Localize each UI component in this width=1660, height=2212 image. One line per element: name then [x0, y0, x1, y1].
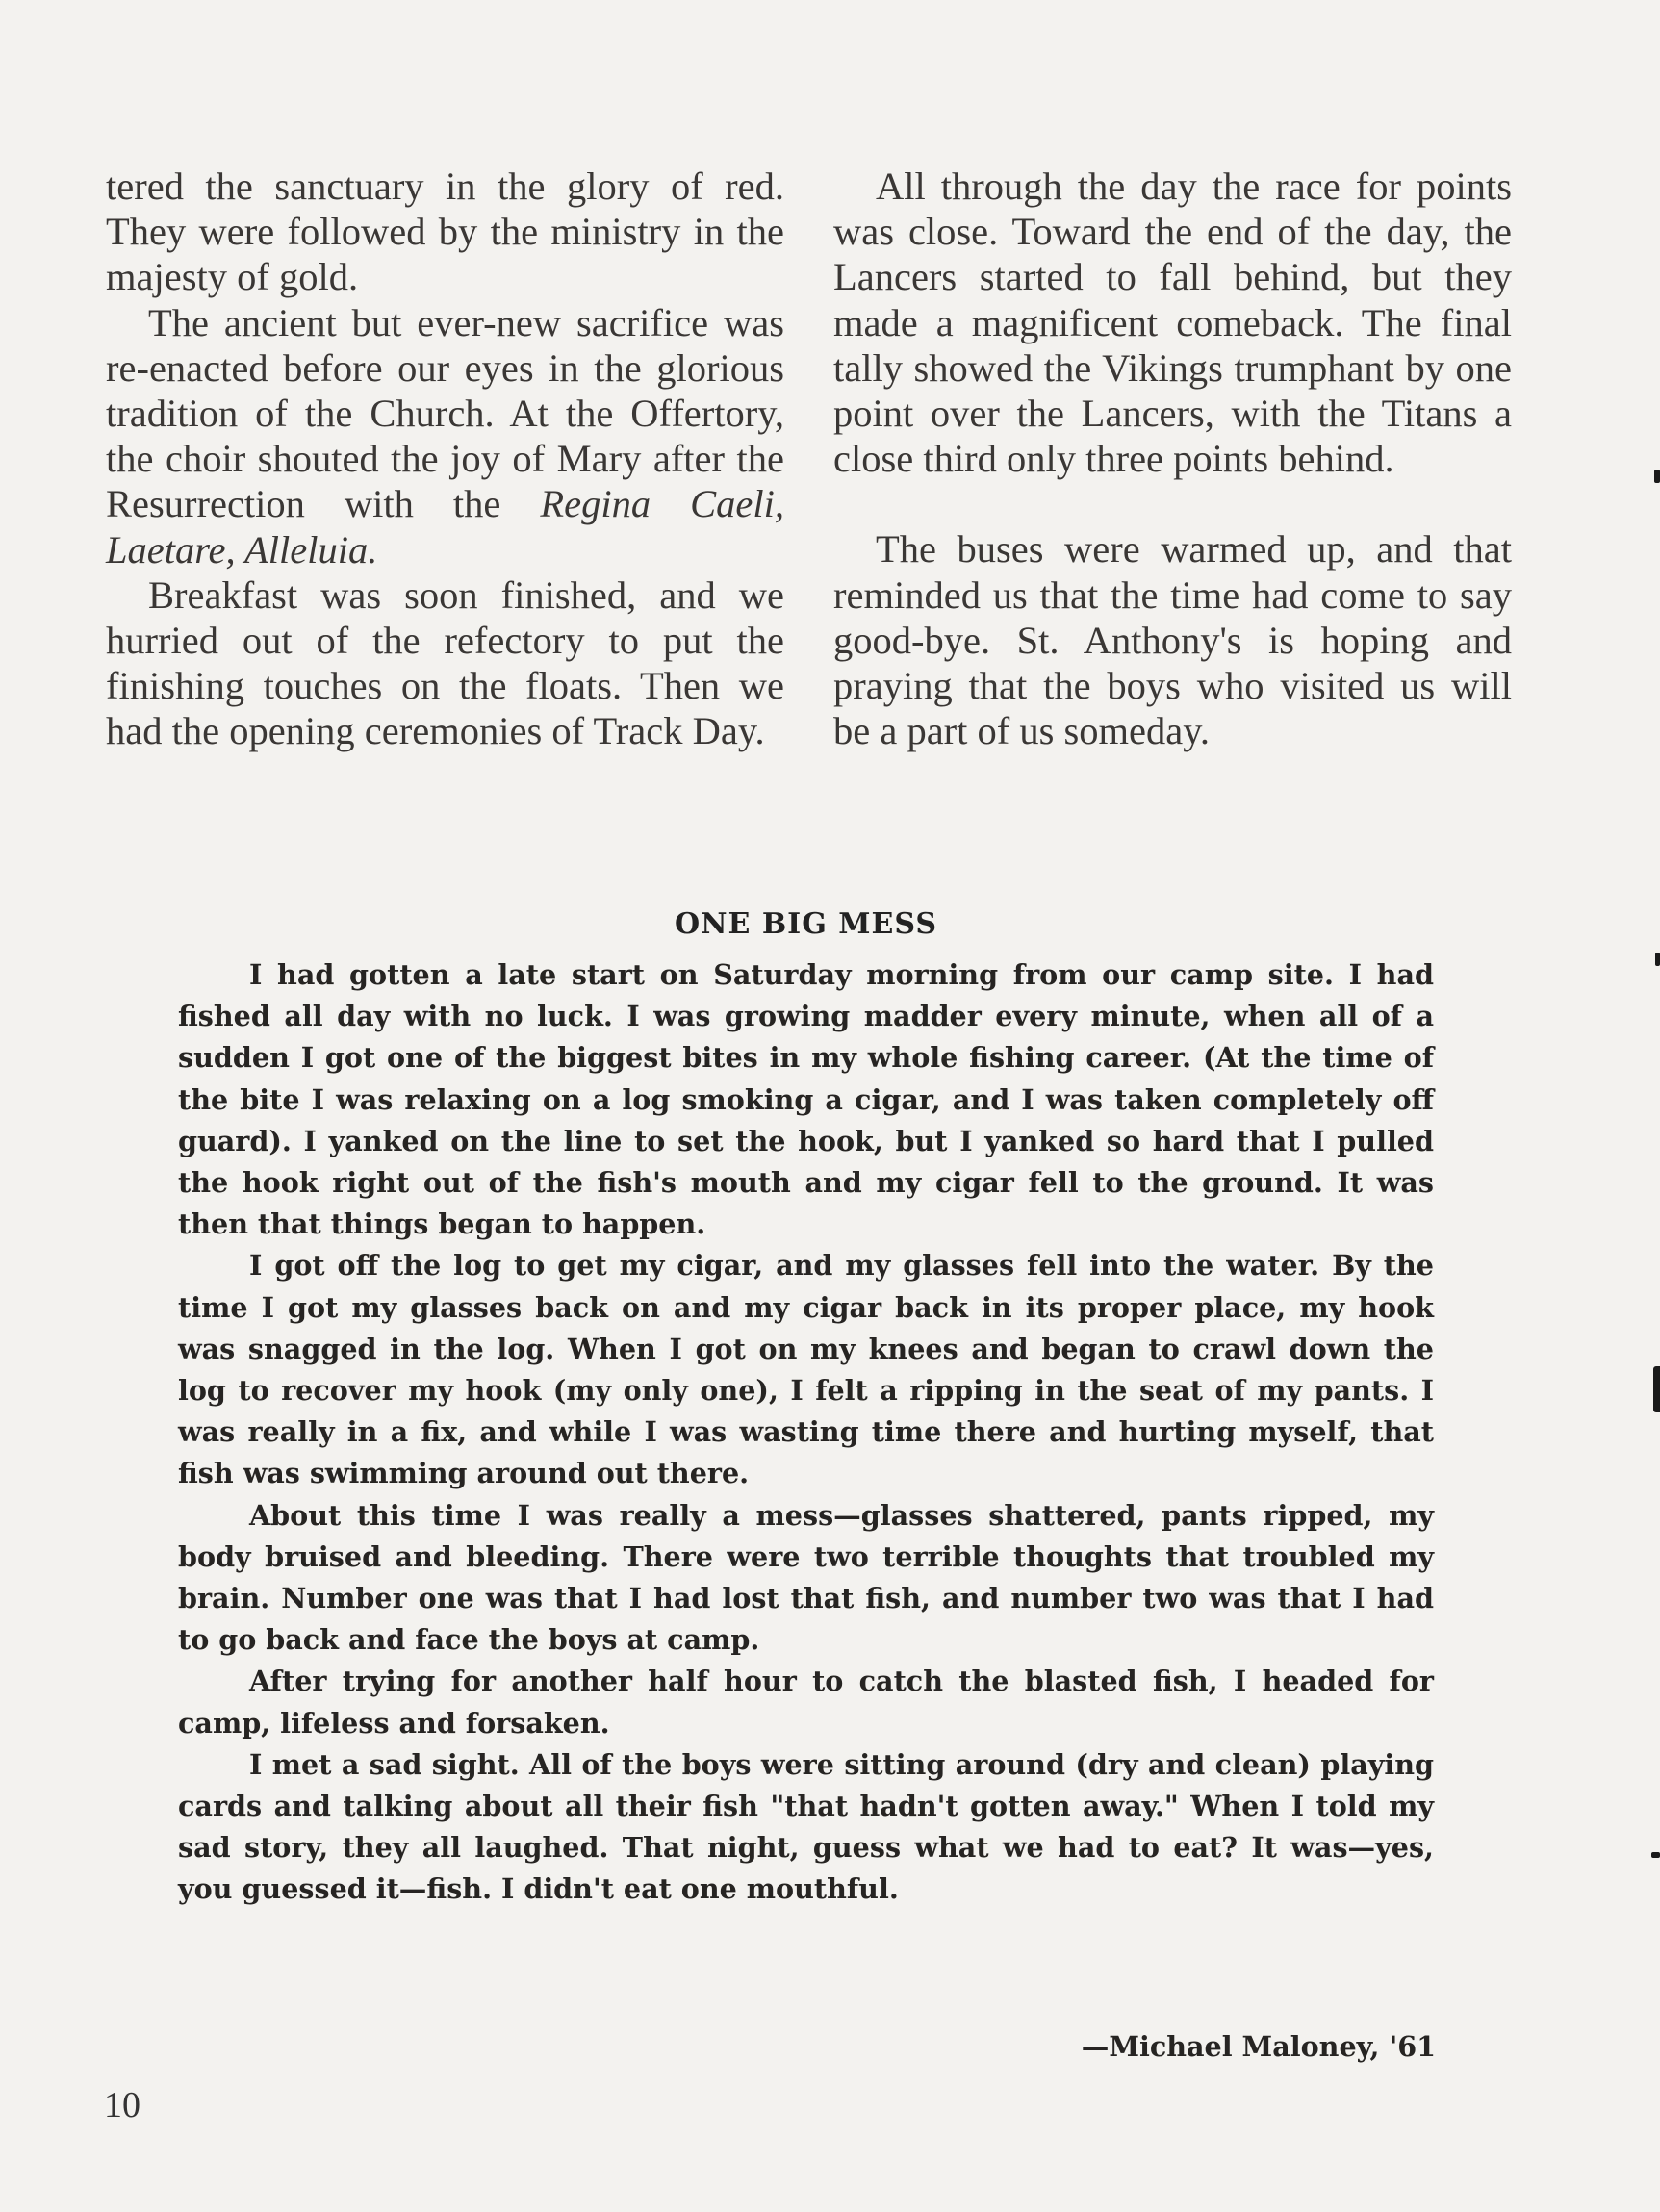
latin-phrase: Regina Caeli, Laetare, Alleluia.	[106, 482, 784, 572]
edge-mark	[1653, 1366, 1660, 1412]
story-paragraph: I got off the log to get my cigar, and my glasses fell into the water. By the time I got my glasses back on and my cigar back in its proper place, my hook was snagged in the log. When I got on my knees and began to crawl down the log to recover my hook (my only one), I felt a ripping in the seat of my pants. I was really in a fix, and while I was wasting time there and hurting myself, that fish was swimming around out there.	[178, 1249, 1434, 1490]
author-byline: —Michael Maloney, '61	[1081, 2030, 1436, 2063]
left-paragraph-1: tered the sanctuary in the glory of red. They were followed by the ministry in the majesty of gold.	[106, 165, 784, 299]
edge-mark	[1654, 470, 1660, 483]
story-paragraph: I met a sad sight. All of the boys were sitting around (dry and clean) playing cards and talking about all their fish "that hadn't gotten away." When I told my sad story, they all laughed. That night, guess what we had to eat? It was—yes, you guessed it—fish. I didn't eat one mouthful.	[178, 1747, 1434, 1906]
story-paragraph: About this time I was really a mess—glasses shattered, pants ripped, my body bruised and bleeding. There were two terrible thoughts that troubled my brain. Number one was that I had lost that fish, and number two was that I had to go back and face the boys at camp.	[178, 1498, 1434, 1657]
story-body	[178, 954, 1434, 1911]
right-paragraph-2: The buses were warmed up, and that reminded us that the time had come to say good-bye. St. Anthony's is hoping and praying that the boys who visited us will be a part of us someday.	[833, 527, 1512, 753]
left-paragraph-2-text: The ancient but ever-new sacrifice was re-enacted before our eyes in the glorious tradition of the Church. At the Offertory, the choir shouted the joy of Mary after the Resurrection with the	[106, 300, 784, 526]
story-paragraph: I had gotten a late start on Saturday morning from our camp site. I had fished all day with no luck. I was growing madder every minute, when all of a sudden I got one of the biggest bites in my whole fishing career. (At the time of the bite I was relaxing on a log smoking a cigar, and I was taken completely off guard). I yanked on the line to set the hook, but I yanked so hard that I pulled the hook right out of the fish's mouth and my cigar fell to the ground. It was then that things began to happen.	[178, 958, 1434, 1241]
left-paragraph-3: Breakfast was soon finished, and we hurried out of the refectory to put the finishing touches on the floats. Then we had the opening ceremonies of Track Day.	[106, 572, 784, 753]
right-paragraph-1: All through the day the race for points was close. Toward the end of the day, the Lancers started to fall behind, but they made a magnificent comeback. The final tally showed the Vikings trumphant by one point over the Lancers, with the Titans a close third only three points behind.	[833, 165, 1512, 481]
right-column	[833, 164, 1512, 753]
left-column	[106, 164, 784, 754]
edge-mark	[1651, 1852, 1660, 1858]
left-paragraph-2	[106, 300, 784, 572]
story-title: ONE BIG MESS	[674, 907, 938, 941]
edge-mark	[1655, 953, 1660, 966]
page-number: 10	[104, 2085, 140, 2125]
story-paragraph: After trying for another half hour to catch the blasted fish, I headed for camp, lifeless and forsaken.	[178, 1665, 1434, 1740]
